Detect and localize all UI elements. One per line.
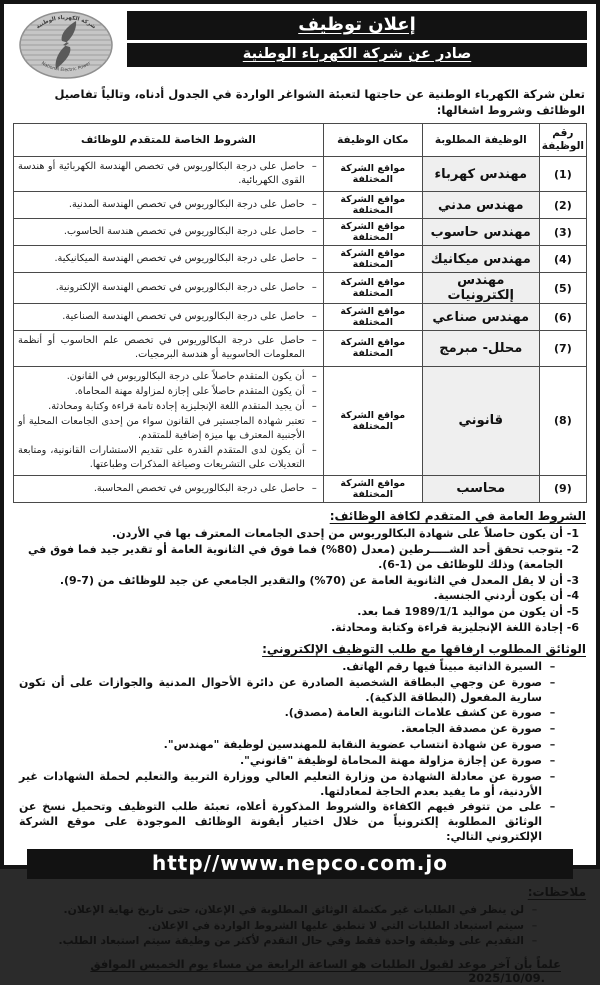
- job-conditions-cell: [14, 192, 324, 219]
- condition-item: [18, 334, 319, 362]
- condition-text: حاصل على درجة البكالوريوس في تخصص هندسة الحاسوب.: [63, 226, 305, 238]
- condition-text: حاصل على درجة البكالوريوس في تخصص المحاسبة.: [93, 482, 305, 494]
- note-text: سيتم استبعاد الطلبات التي لا تنطبق عليها الشروط الواردة في الإعلان.: [147, 918, 524, 932]
- dash-bullet: –: [549, 706, 556, 720]
- general-condition-item: 1- أن يكون حاصلاً على شهادة البكالوريوس من إحدى الجامعات المعترف بها في الأردن.: [112, 526, 579, 540]
- col-header-location: مكان الوظيفة: [323, 124, 422, 157]
- job-title-cell: محاسب: [422, 475, 539, 502]
- document-text: السيرة الذاتية مبيناً فيها رقم الهاتف.: [342, 659, 542, 673]
- title-banners: [127, 9, 587, 67]
- job-conditions-cell: [14, 273, 324, 304]
- logo-top-text: شركة الكهرباء الوطنية: [35, 14, 97, 31]
- dash-bullet: –: [311, 226, 317, 238]
- ad-subtitle-banner: [127, 43, 587, 67]
- condition-item: [18, 225, 319, 239]
- job-conditions-cell: [14, 157, 324, 192]
- condition-item: [18, 160, 319, 188]
- note-text: لن ينظر في الطلبات غير مكتملة الوثائق المطلوبة في الإعلان، حتى تاريخ نهاية الإعلان.: [63, 903, 524, 916]
- job-location-cell: مواقع الشركة المختلفة: [323, 366, 422, 475]
- notes-title: ملاحظات:: [527, 885, 586, 899]
- ad-subtitle: صادر عن شركة الكهرباء الوطنية: [242, 46, 472, 62]
- note-item: [19, 919, 539, 934]
- table-row: [14, 192, 587, 219]
- general-condition-item: 3- أن لا يقل المعدل في الثانوية العامة عن (70%) والتقدير الجامعي عن جيد للوظائف من (7-9).: [59, 573, 579, 587]
- table-row: [14, 331, 587, 366]
- condition-item: [18, 281, 319, 295]
- document-text: صورة عن شهادة انتساب عضوية النقابة للمهندسين لوظيفة "مهندس".: [163, 738, 542, 752]
- dash-bullet: –: [531, 934, 538, 948]
- dash-bullet: –: [549, 675, 556, 689]
- job-title-cell: قانوني: [422, 366, 539, 475]
- deadline-line: [23, 957, 561, 985]
- job-number-cell: (9): [539, 475, 586, 502]
- deadline-date: 2025/10/09.: [468, 970, 545, 985]
- col-header-position: الوظيفة المطلوبة: [422, 124, 539, 157]
- note-item: [19, 903, 539, 918]
- job-conditions-cell: [14, 475, 324, 502]
- documents-list: [13, 660, 587, 845]
- website-banner[interactable]: [27, 849, 573, 879]
- job-location-cell: مواقع الشركة المختلفة: [323, 157, 422, 192]
- jobs-table: [13, 123, 587, 503]
- general-condition-item: 5- أن يكون من مواليد 1989/1/1 فما بعد.: [357, 605, 579, 619]
- condition-text: أن يجيد المتقدم اللغة الإنجليزية إجادة تامة قراءة وكتابة ومحادثة.: [48, 400, 305, 412]
- document-text: على من تتوفر فيهم الكفاءة والشروط المذكورة أعلاه، تعبئة طلب التوظيف وتحميل نسخ عن الوثائق المطلوبة إلكترونياً من خلال اختيار أيقونة الوظائف الموجودة على موقع الشركة الإلكتروني التالي:: [19, 800, 542, 844]
- dash-bullet: –: [549, 753, 556, 767]
- dash-bullet: –: [311, 161, 317, 173]
- condition-text: حاصل على درجة البكالوريوس في تخصص علم الحاسوب أو أنظمة المعلومات الحاسوبية أو هندسة البرمجيات.: [18, 335, 305, 361]
- dash-bullet: –: [311, 400, 317, 412]
- job-title-cell: مهندس حاسوب: [422, 219, 539, 246]
- document-item: [19, 706, 557, 721]
- document-text: صورة عن كشف علامات الثانوية العامة (مصدق).: [284, 706, 542, 720]
- note-text: التقديم على وظيفة واحدة فقط وفي حال التقدم لأكثر من وظيفة سيتم استبعاد الطلب.: [58, 934, 524, 948]
- condition-text: أن يكون المتقدم حاصلاً على إجازة لمزاولة مهنة المحاماة.: [74, 385, 305, 397]
- condition-text: حاصل على درجة البكالوريوس في تخصص الهندسة الكهربائية أو هندسة القوى الكهربائية.: [18, 161, 305, 187]
- condition-text: حاصل على درجة البكالوريوس في تخصص الهندسة الإلكترونية.: [55, 282, 305, 294]
- table-row: [14, 273, 587, 304]
- job-title-cell: محلل- مبرمج: [422, 331, 539, 366]
- job-number-cell: (4): [539, 246, 586, 273]
- document-text: صورة عن وجهي البطاقة الشخصية الصادرة عن دائرة الأحوال المدنية والجوازات على أن تكون سارية المفعول (البطاقة الذكية).: [19, 675, 542, 704]
- table-row: [14, 475, 587, 502]
- document-item: [19, 754, 557, 769]
- job-location-cell: مواقع الشركة المختلفة: [323, 219, 422, 246]
- condition-item: [18, 198, 319, 212]
- document-item: [19, 660, 557, 675]
- dash-bullet: –: [311, 482, 317, 494]
- document-text: صورة عن مصدقة الجامعة.: [401, 722, 542, 736]
- job-location-cell: مواقع الشركة المختلفة: [323, 246, 422, 273]
- nepco-logo-icon: [16, 9, 116, 81]
- document-item: [19, 676, 557, 706]
- job-location-cell: مواقع الشركة المختلفة: [323, 304, 422, 331]
- dash-bullet: –: [311, 385, 317, 397]
- col-header-conditions: الشروط الخاصة للمتقدم للوظائف: [14, 124, 324, 157]
- deadline-text: علماً بأن آخر موعد لقبول الطلبات هو الساعة الرابعة من مساء يوم الخميس الموافق: [90, 956, 561, 971]
- general-condition-item: 2- يتوجب تحقق أحد الشـــــرطين (معدل (80%) فما فوق في الثانوية العامة أو تقدير جيد فما فوق في الجامعة) وذلك للوظائف من (1-6).: [28, 542, 579, 571]
- condition-item: [18, 415, 319, 443]
- document-item: [19, 770, 557, 800]
- job-number-cell: (2): [539, 192, 586, 219]
- table-row: [14, 366, 587, 475]
- dash-bullet: –: [531, 903, 538, 916]
- dash-bullet: –: [549, 659, 556, 673]
- job-number-cell: (8): [539, 366, 586, 475]
- job-conditions-cell: [14, 304, 324, 331]
- condition-text: أن يكون المتقدم حاصلاً على درجة البكالوريوس في القانون.: [66, 370, 305, 382]
- job-location-cell: مواقع الشركة المختلفة: [323, 331, 422, 366]
- condition-text: حاصل على درجة البكالوريوس في تخصص الهندسة المدنية.: [68, 199, 305, 211]
- dash-bullet: –: [549, 769, 556, 783]
- note-item: [19, 934, 539, 949]
- condition-text: حاصل على درجة البكالوريوس في تخصص الهندسة الصناعية.: [62, 311, 305, 323]
- condition-item: [18, 385, 319, 399]
- job-title-cell: مهندس كهرباء: [422, 157, 539, 192]
- job-title-cell: مهندس ميكانيك: [422, 246, 539, 273]
- job-number-cell: (3): [539, 219, 586, 246]
- document-item: [19, 722, 557, 737]
- dash-bullet: –: [311, 199, 317, 211]
- intro-text: تعلن شركة الكهرباء الوطنية عن حاجتها لتعبئة الشواغر الواردة في الجدول أدناه، وتالياً تفاصيل الوظائف وشروط اشغالها:: [54, 87, 585, 117]
- header: [13, 9, 587, 81]
- table-row: [14, 157, 587, 192]
- general-condition-item: 6- إجادة اللغة الإنجليزية قراءة وكتابة ومحادثة.: [330, 621, 579, 635]
- table-row: [14, 304, 587, 331]
- general-conditions-list: [13, 527, 587, 636]
- nepco-logo: [13, 9, 119, 81]
- dash-bullet: –: [549, 722, 556, 736]
- general-condition-item: 4- أن يكون أردني الجنسية.: [433, 589, 579, 603]
- document-item: [19, 738, 557, 753]
- condition-text: حاصل على درجة البكالوريوس في تخصص الهندسة الميكانيكية.: [54, 253, 305, 265]
- dash-bullet: –: [311, 335, 317, 347]
- condition-text: أن يكون لدى المتقدم القدرة على تقديم الاستشارات القانونية، ومتابعة التعديلات على التشريعات وصياغة المذكرات وطباعتها.: [18, 444, 305, 470]
- job-title-cell: مهندس مدني: [422, 192, 539, 219]
- notes-list: [13, 903, 587, 949]
- job-location-cell: مواقع الشركة المختلفة: [323, 475, 422, 502]
- job-location-cell: مواقع الشركة المختلفة: [323, 273, 422, 304]
- document-text: صورة عن معادلة الشهادة من وزارة التعليم العالي ووزارة التربية والتعليم لحملة الشهادات غير الأردنية، أو ما يفيد بعدم الحاجة لمعادلتها.: [19, 769, 542, 798]
- job-title-cell: مهندس صناعي: [422, 304, 539, 331]
- job-conditions-cell: [14, 366, 324, 475]
- ad-title: إعلان توظيف: [298, 14, 416, 35]
- condition-text: تعتبر شهادة الماجستير في القانون سواء من إحدى الجامعات المحلية أو الأجنبية المعترف بها ميزة إضافية للمتقدم.: [18, 415, 305, 441]
- job-title-cell: مهندس إلكترونيات: [422, 273, 539, 304]
- job-conditions-cell: [14, 331, 324, 366]
- dash-bullet: –: [549, 738, 556, 752]
- condition-item: [18, 252, 319, 266]
- dash-bullet: –: [311, 282, 317, 294]
- condition-item: [18, 310, 319, 324]
- job-number-cell: (1): [539, 157, 586, 192]
- condition-item: [18, 444, 319, 472]
- table-header-row: [14, 124, 587, 157]
- dash-bullet: –: [311, 311, 317, 323]
- job-location-cell: مواقع الشركة المختلفة: [323, 192, 422, 219]
- condition-item: [18, 370, 319, 384]
- website-url[interactable]: http//www.nepco.com.jo: [152, 851, 448, 875]
- ad-title-banner: [127, 11, 587, 40]
- condition-item: [18, 400, 319, 414]
- col-header-job-number: رقم الوظيفة: [539, 124, 586, 157]
- job-conditions-cell: [14, 246, 324, 273]
- document-item: [19, 800, 557, 845]
- table-row: [14, 219, 587, 246]
- job-number-cell: (5): [539, 273, 586, 304]
- dash-bullet: –: [311, 415, 317, 427]
- job-number-cell: (7): [539, 331, 586, 366]
- general-conditions-title: الشروط العامة في المتقدم لكافة الوظائف:: [329, 508, 586, 523]
- job-conditions-cell: [14, 219, 324, 246]
- document-text: صورة عن إجازة مزاولة مهنة المحاماة لوظيفة "قانوني".: [239, 753, 542, 767]
- dash-bullet: –: [311, 444, 317, 456]
- dash-bullet: –: [549, 800, 556, 814]
- condition-item: [18, 482, 319, 496]
- table-row: [14, 246, 587, 273]
- dash-bullet: –: [311, 253, 317, 265]
- documents-title: الوثائق المطلوب ارفاقها مع طلب التوظيف الإلكتروني:: [262, 641, 586, 656]
- logo-bottom-text: National Electric Power: [40, 61, 92, 74]
- dash-bullet: –: [531, 918, 538, 932]
- dash-bullet: –: [311, 370, 317, 382]
- job-number-cell: (6): [539, 304, 586, 331]
